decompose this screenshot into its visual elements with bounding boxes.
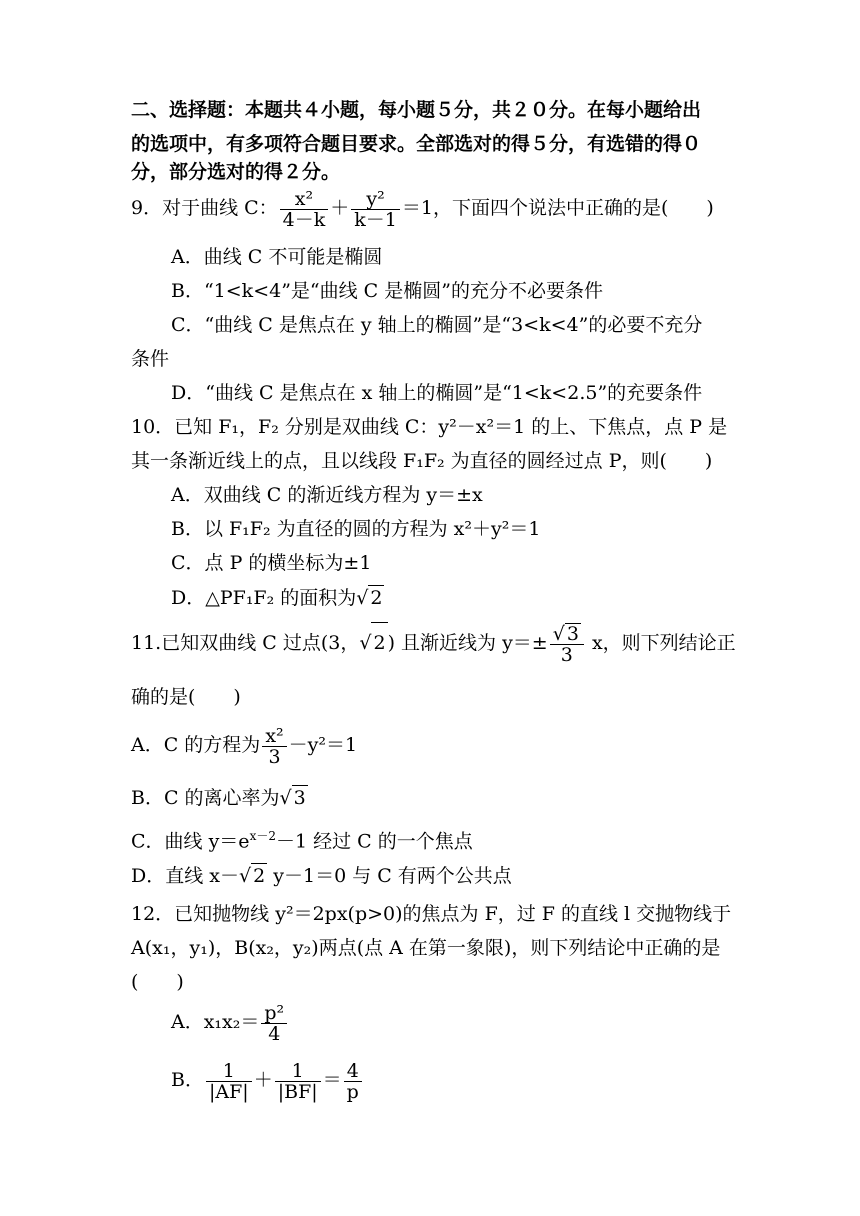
q9-option-d: D．“曲线 C 是焦点在 x 轴上的椭圆”是“1<k<2.5”的充要条件 [171,382,703,404]
q11-stem-pre: 11.已知双曲线 C 过点 [131,632,321,654]
q9-fraction-2 [351,189,400,230]
q11-option-d-post: y－1＝0 与 C 有两个公共点 [267,865,512,887]
q10-stem-line-1: 10．已知 F₁，F₂ 分别是双曲线 C：y²－x²＝1 的上、下焦点，点 P 是 [131,416,728,438]
q11-option-b-text: B．C 的离心率为 [131,787,280,809]
q9-frac1-den: 4－k [282,208,326,231]
section-header-line-1: 二、选择题：本题共４小题，每小题５分，共２０分。在每小题给出 [131,99,702,121]
q12-b-fraction-1 [206,1061,252,1102]
q11-a-frac-num: x² [262,726,286,747]
q11-frac-den: 3 [560,644,573,666]
q11-option-a-post: －y²＝1 [288,734,358,756]
q10-option-a: A．双曲线 C 的渐近线方程为 y＝±x [171,484,483,506]
q11-option-a-fraction [262,726,286,767]
q11-a-frac-den: 3 [268,745,281,768]
q12-stem-line-3: ( ) [131,971,184,993]
q10-option-c: C．点 P 的横坐标为±1 [171,552,372,574]
q11-b-sqrt-radicand: 3 [293,787,306,809]
q9-plus: ＋ [330,197,350,219]
q12-option-a-pre: A．x₁x₂＝ [171,1011,260,1033]
q11-d-sqrt-radicand: 2 [253,865,266,887]
q9-stem-post: ＝1，下面四个说法中正确的是( ) [401,197,714,219]
q9-fraction-1 [280,189,329,230]
q12-a-frac-num: p² [261,1003,287,1024]
q11-option-c [131,824,473,853]
q12-stem-line-1: 12．已知抛物线 y²＝2px(p>0)的焦点为 F，过 F 的直线 l 交抛物线于 [131,903,732,925]
q11-point-sqrt: √ 2 [359,622,387,663]
q10-sqrt-radicand: 2 [370,587,383,609]
q12-option-a-fraction [261,1003,287,1044]
q11-stem-mid: 且渐近线为 y＝± [394,632,548,654]
q12-b-fraction-3 [344,1061,362,1102]
q11-point-open: (3， [320,632,360,654]
q11-b-sqrt: √ 3 [279,787,306,809]
q9-frac2-num: y² [351,189,400,210]
q9-frac1-num: x² [280,189,329,210]
q12-option-b [171,1060,364,1102]
q9-option-c-line-2: 条件 [131,348,170,370]
q12-option-a [171,1002,289,1044]
q10-option-d [171,585,384,610]
q11-option-b [131,785,308,810]
q11-option-d [131,863,512,888]
q9-option-b: B．“1<k<4”是“曲线 C 是椭圆”的充分不必要条件 [171,280,603,302]
q9-option-c-line-1: C．“曲线 C 是焦点在 y 轴上的椭圆”是“3<k<4”的必要不充分 [171,314,703,336]
q11-option-c-pre: C．曲线 y＝e [131,830,250,853]
q12-b-fraction-2 [275,1061,321,1102]
q12-b-f2-num: 1 [275,1061,321,1082]
q11-stem-line-2: 确的是( ) [131,686,241,708]
q11-point-sqrt-radicand: 2 [371,622,387,663]
q11-option-c-exponent: x－2 [249,829,276,843]
q12-b-f1-num: 1 [206,1061,252,1082]
q12-b-f2-den: |BF| [277,1080,318,1103]
q10-sqrt: √ 2 [356,587,383,609]
q11-asymptote-fraction [550,623,584,665]
q11-frac-sqrt: √ 3 [552,623,579,645]
q12-b-f3-den: p [346,1080,359,1103]
q12-b-plus: ＋ [253,1069,273,1091]
q10-stem-line-2: 其一条渐近线上的点，且以线段 F₁F₂ 为直径的圆经过点 P，则( ) [131,450,713,472]
q11-option-a-pre: A．C 的方程为 [131,734,261,756]
q11-option-c-post: －1 经过 C 的一个焦点 [275,830,473,853]
q11-frac-num [550,623,584,645]
q11-frac-sqrt-radicand: 3 [566,623,579,645]
section-header-line-2: 的选项中，有多项符合题目要求。全部选对的得５分，有选错的得０ [131,133,702,155]
q12-option-b-pre: B． [171,1069,204,1091]
q10-option-d-text: D．△PF₁F₂ 的面积为 [171,587,357,609]
q11-point-close: ) [387,632,395,654]
q12-a-frac-den: 4 [268,1022,281,1045]
q11-option-d-pre: D．直线 x－ [131,865,239,887]
q12-stem-line-2: A(x₁，y₁)，B(x₂，y₂)两点(点 A 在第一象限)，则下列结论中正确的是 [131,937,721,959]
q12-b-f3-num: 4 [344,1061,362,1082]
section-header-line-3: 分，部分选对的得２分。 [131,161,341,183]
q12-b-f1-den: |AF| [208,1080,249,1103]
q10-option-b: B．以 F₁F₂ 为直径的圆的方程为 x²＋y²＝1 [171,518,541,540]
q9-stem [131,188,714,230]
q9-frac2-den: k－1 [354,208,397,231]
q12-b-equals: ＝ [322,1069,342,1091]
q9-stem-pre: 9．对于曲线 C： [131,197,278,219]
q9-option-a: A．曲线 C 不可能是椭圆 [171,246,383,268]
q11-option-a [131,725,357,767]
q11-stem-post: x，则下列结论正 [585,632,736,654]
q11-d-sqrt: √ 2 [239,865,266,887]
q11-stem [131,622,736,665]
